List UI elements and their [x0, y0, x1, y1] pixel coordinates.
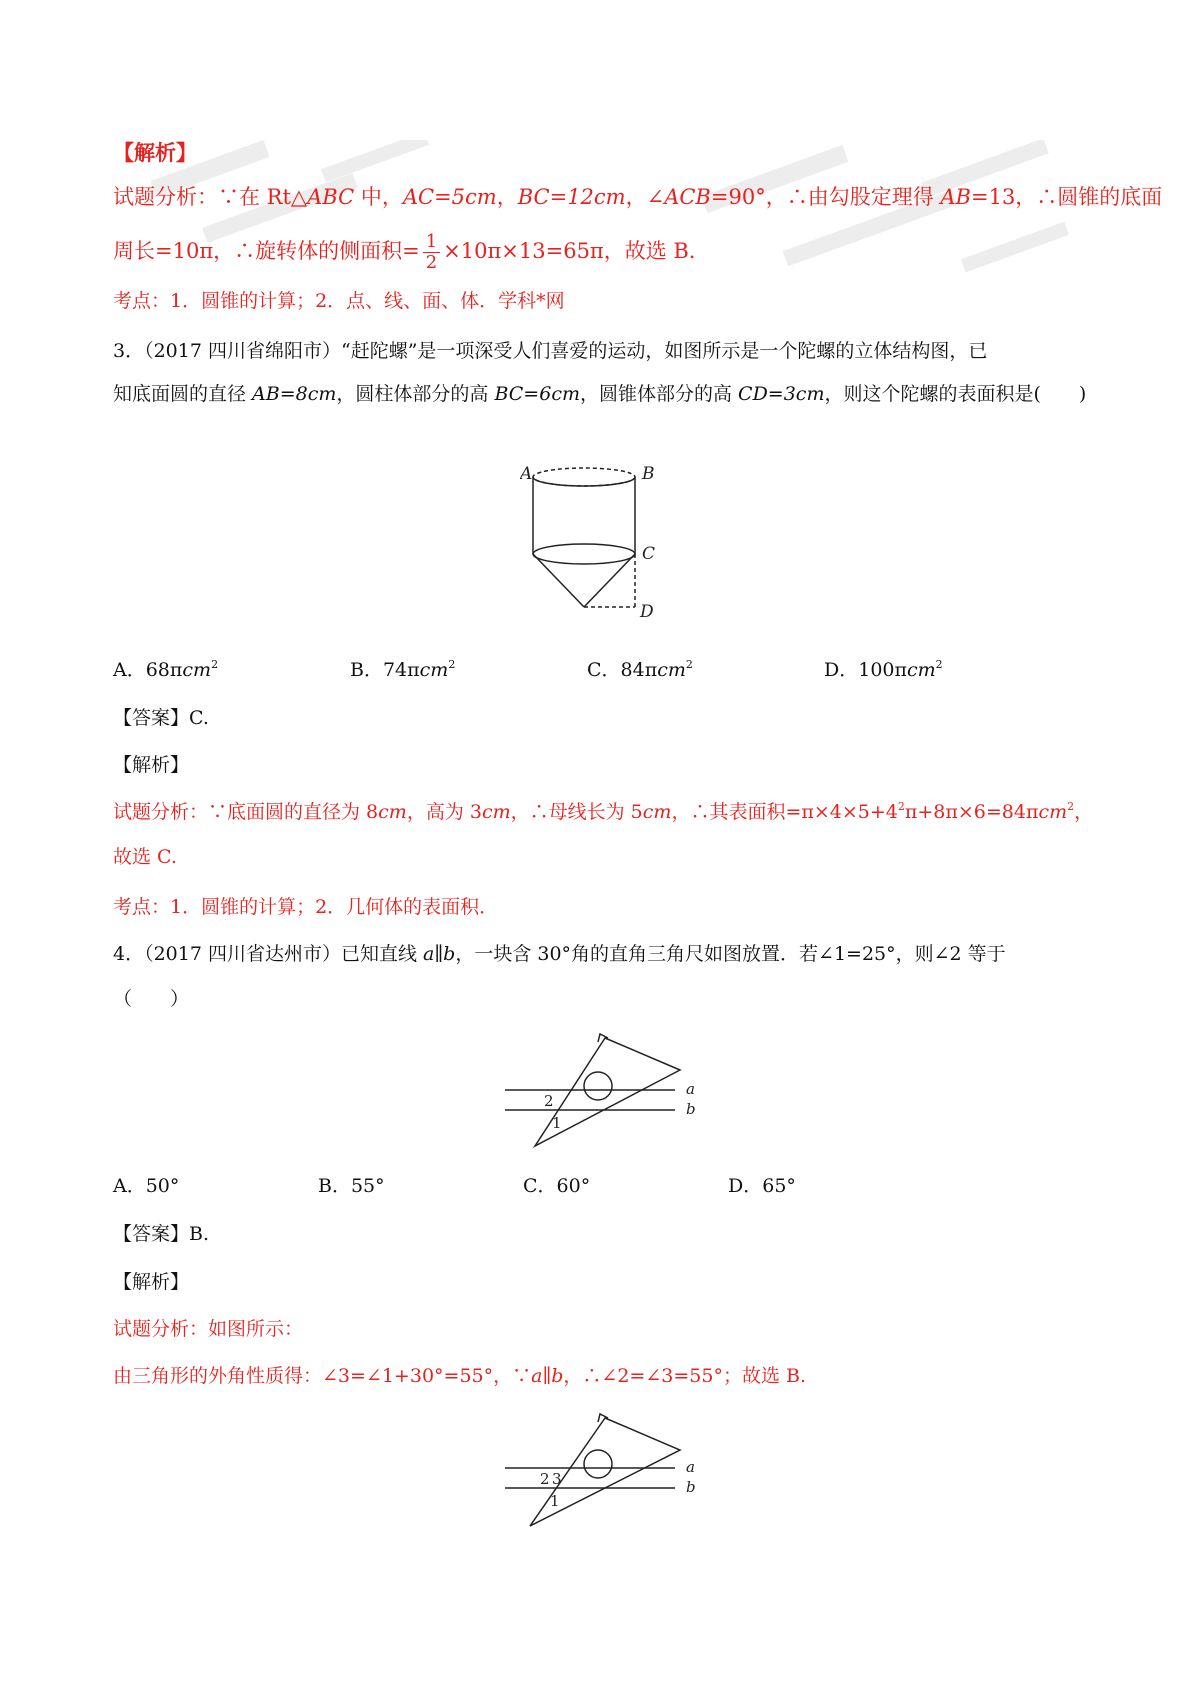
angle-label-1: 1 [552, 1114, 562, 1132]
analysis-text-line: 周长=10π，∴旋转体的侧面积= $\frac{1}{2}$ ×10π×13=65π，故选 B． [113, 231, 710, 273]
option-c: C．60° [523, 1175, 591, 1197]
answer-line: 【答案】B. [113, 1223, 210, 1245]
label-C: C [642, 544, 656, 564]
analysis-heading: 【解析】 [113, 754, 190, 776]
analysis-text-line: 试题分析：如图所示： [113, 1318, 304, 1340]
label-A: A [520, 464, 533, 484]
analysis-text-line: 试题分析：∵底面圆的直径为 8cm，高为 3cm，∴母线长为 5cm，∴其表面积$=\pi\times 4\times 5+4^2\pi+8\pi\times 6=84\pi cm^2$， [113, 800, 1094, 823]
kaodian-line: 考点：1．圆锥的计算；2．点、线、面、体．学科*网 [113, 290, 565, 312]
analysis-text-line: 故选 C. [113, 846, 177, 868]
kaodian-line: 考点：1．圆锥的计算；2．几何体的表面积． [113, 896, 499, 918]
line-label-a: a [686, 1458, 695, 1476]
option-d: D．100πcm$^2$ [824, 658, 943, 681]
analysis-heading: 【解析】 [113, 1271, 190, 1293]
line-label-b: b [686, 1478, 696, 1496]
option-b: B．55° [318, 1175, 385, 1197]
option-c: C．84πcm$^2$ [587, 658, 693, 681]
question-4-text: （ ） [113, 988, 190, 1010]
question-3-text: 3．（2017 四川省绵阳市）“赶陀螺”是一项深受人们喜爱的运动，如图所示是一个陀螺的立体结构图，已 [113, 340, 988, 362]
label-B: B [642, 464, 655, 484]
line-label-b: b [686, 1100, 696, 1118]
angle-label-3: 3 [552, 1470, 562, 1488]
line-label-a: a [686, 1080, 695, 1098]
option-a: A．68πcm$^2$ [113, 658, 219, 681]
fraction-one-half: $\frac{1}{2}$ [423, 232, 440, 273]
analysis-text-line: 由三角形的外角性质得：∠3=∠1+30°=55°，∵a∥b，∴∠2=∠3=55°；故选 B. [113, 1365, 806, 1387]
triangle-ruler-solution-figure [500, 1410, 720, 1530]
analysis-heading: 【解析】 [113, 140, 197, 165]
triangle-ruler-figure [500, 1030, 720, 1150]
question-3-text: 知底面圆的直径 AB=8cm，圆柱体部分的高 BC=6cm，圆锥体部分的高 CD=3cm，则这个陀螺的表面积是( ) [113, 383, 1087, 405]
answer-line: 【答案】C. [113, 707, 209, 729]
option-d: D．65° [728, 1175, 796, 1197]
angle-label-1: 1 [550, 1492, 560, 1510]
spinning-top-figure [520, 455, 680, 625]
angle-label-2: 2 [540, 1470, 550, 1488]
angle-label-2: 2 [544, 1092, 554, 1110]
label-D: D [640, 602, 654, 622]
option-b: B．74πcm$^2$ [350, 658, 456, 681]
analysis-text-line: 试题分析：∵在 Rt△ABC 中，AC=5cm，BC=12cm，∠ACB=90°，∴由勾股定理得 AB=13，∴圆锥的底面 [113, 185, 1163, 209]
question-4-text: 4．（2017 四川省达州市）已知直线 a∥b，一块含 30°角的直角三角尺如图放置．若∠1=25°，则∠2 等于 [113, 943, 1006, 965]
option-a: A．50° [113, 1175, 180, 1197]
